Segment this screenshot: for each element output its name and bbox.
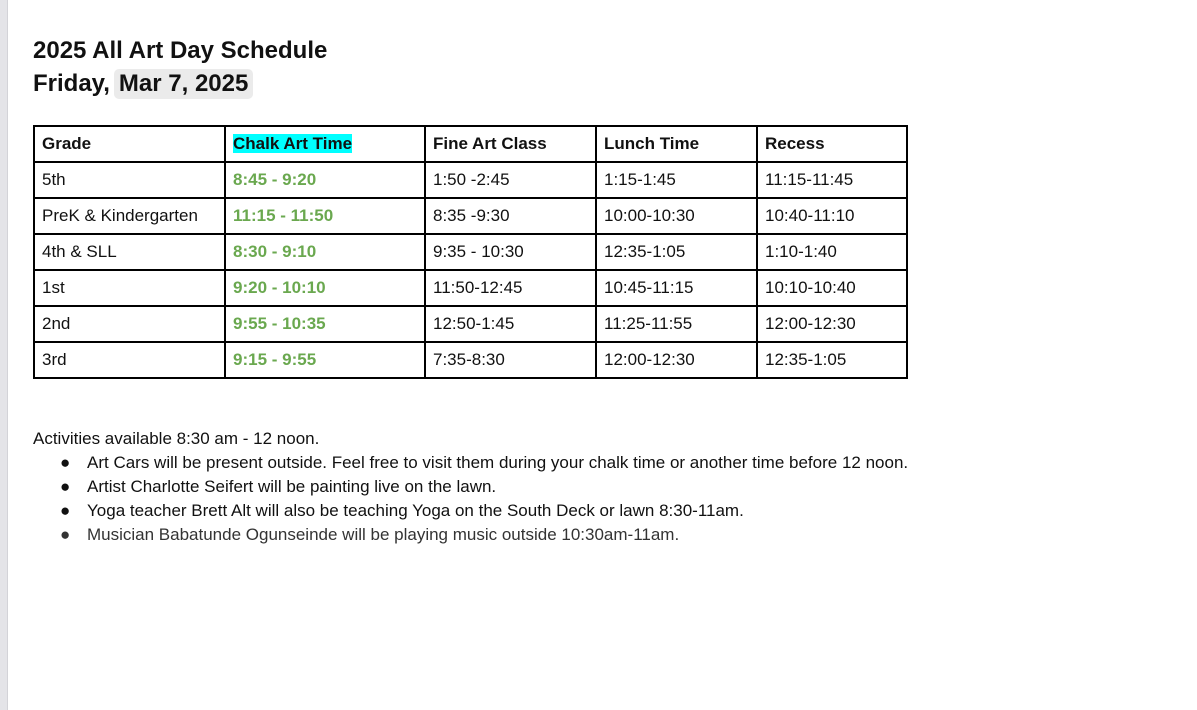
table-row bbox=[34, 342, 907, 378]
schedule-table bbox=[33, 125, 908, 379]
table-row bbox=[34, 306, 907, 342]
table-row bbox=[34, 162, 907, 198]
cell-chalk-time: 9:15 - 9:55 bbox=[225, 342, 425, 378]
cell-recess: 12:00-12:30 bbox=[757, 306, 907, 342]
table-row bbox=[34, 234, 907, 270]
header-grade: Grade bbox=[34, 126, 225, 162]
cell-grade: PreK & Kindergarten bbox=[34, 198, 225, 234]
list-item-text: Musician Babatunde Ogunseinde will be playing music outside 10:30am-11am. bbox=[87, 525, 680, 544]
list-item-text: Artist Charlotte Seifert will be painting live on the lawn. bbox=[87, 477, 497, 496]
cell-grade: 3rd bbox=[34, 342, 225, 378]
cell-lunch: 12:00-12:30 bbox=[596, 342, 757, 378]
cell-fine-art: 12:50-1:45 bbox=[425, 306, 596, 342]
list-item bbox=[33, 451, 908, 475]
header-recess: Recess bbox=[757, 126, 907, 162]
cell-grade: 2nd bbox=[34, 306, 225, 342]
cell-grade: 5th bbox=[34, 162, 225, 198]
document-day: Friday, bbox=[33, 70, 110, 97]
cell-chalk-time: 9:20 - 10:10 bbox=[225, 270, 425, 306]
cell-recess: 10:10-10:40 bbox=[757, 270, 907, 306]
bullet-icon: ● bbox=[60, 477, 71, 496]
cell-fine-art: 1:50 -2:45 bbox=[425, 162, 596, 198]
cell-chalk-time: 8:30 - 9:10 bbox=[225, 234, 425, 270]
list-item bbox=[33, 499, 908, 523]
header-fine-art-class: Fine Art Class bbox=[425, 126, 596, 162]
list-item bbox=[33, 475, 908, 499]
cell-lunch: 11:25-11:55 bbox=[596, 306, 757, 342]
table-row bbox=[34, 198, 907, 234]
cell-chalk-time: 9:55 - 10:35 bbox=[225, 306, 425, 342]
cell-fine-art: 9:35 - 10:30 bbox=[425, 234, 596, 270]
list-item bbox=[33, 523, 908, 547]
cell-recess: 12:35-1:05 bbox=[757, 342, 907, 378]
header-chalk-art-time-label: Chalk Art Time bbox=[233, 134, 353, 153]
bullet-icon: ● bbox=[60, 453, 71, 472]
document-title: 2025 All Art Day Schedule bbox=[33, 37, 328, 64]
cell-chalk-time: 8:45 - 9:20 bbox=[225, 162, 425, 198]
cell-fine-art: 11:50-12:45 bbox=[425, 270, 596, 306]
cell-fine-art: 8:35 -9:30 bbox=[425, 198, 596, 234]
header-chalk-art-time bbox=[225, 126, 425, 162]
cell-recess: 10:40-11:10 bbox=[757, 198, 907, 234]
activities-notes bbox=[33, 427, 908, 547]
cell-lunch: 10:00-10:30 bbox=[596, 198, 757, 234]
cell-grade: 1st bbox=[34, 270, 225, 306]
cell-recess: 11:15-11:45 bbox=[757, 162, 907, 198]
cell-fine-art: 7:35-8:30 bbox=[425, 342, 596, 378]
document-heading bbox=[33, 34, 327, 100]
activities-intro: Activities available 8:30 am - 12 noon. bbox=[33, 429, 320, 448]
bullet-icon: ● bbox=[60, 525, 71, 544]
table-header-row bbox=[34, 126, 907, 162]
cell-lunch: 10:45-11:15 bbox=[596, 270, 757, 306]
document-date-line bbox=[33, 67, 327, 100]
cell-lunch: 12:35-1:05 bbox=[596, 234, 757, 270]
cell-lunch: 1:15-1:45 bbox=[596, 162, 757, 198]
cell-grade: 4th & SLL bbox=[34, 234, 225, 270]
header-lunch-time: Lunch Time bbox=[596, 126, 757, 162]
cell-recess: 1:10-1:40 bbox=[757, 234, 907, 270]
page-left-edge bbox=[0, 0, 8, 710]
bullet-icon: ● bbox=[60, 501, 71, 520]
cell-chalk-time: 11:15 - 11:50 bbox=[225, 198, 425, 234]
table-row bbox=[34, 270, 907, 306]
activities-list bbox=[33, 451, 908, 547]
list-item-text: Art Cars will be present outside. Feel free to visit them during your chalk time or another time before 12 noon. bbox=[87, 453, 909, 472]
date-chip[interactable]: Mar 7, 2025 bbox=[114, 69, 253, 99]
list-item-text: Yoga teacher Brett Alt will also be teaching Yoga on the South Deck or lawn 8:30-11am. bbox=[87, 501, 744, 520]
